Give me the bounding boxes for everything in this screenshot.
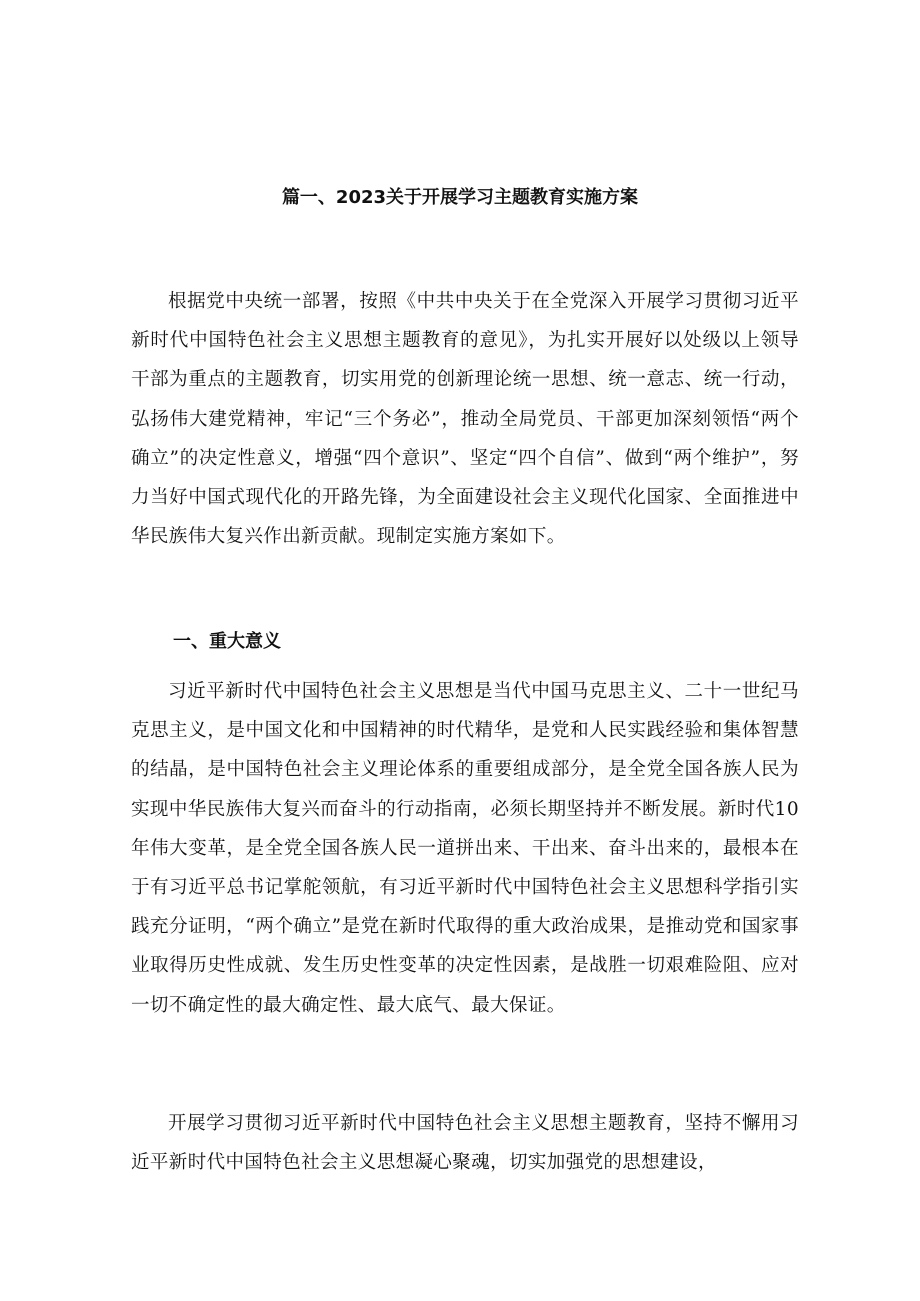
intro-paragraph: 根据党中央统一部署，按照《中共中央关于在全党深入开展学习贯彻习近平新时代中国特色社会主义思想主题教育的意见》，为扎实开展好以处级以上领导干部为重点的主题教育，切实用党的创新理论统一思想、统一意志、统一行动，弘扬伟大建党精神，牢记“三个务必”，推动全局党员、干部更加深刻领悟“两个确立”的决定性意义，增强“四个意识”、坚定“四个自信”、做到“两个维护”，努力当好中国式现代化的开路先锋，为全面建设社会主义现代化国家、全面推进中华民族伟大复兴作出新贡献。现制定实施方案如下。 — [131, 291, 799, 548]
continuation-paragraph: 开展学习贯彻习近平新时代中国特色社会主义思想主题教育，坚持不懈用习近平新时代中国特色社会主义思想凝心聚魂，切实加强党的思想建设， — [131, 1113, 799, 1174]
section-heading: 一、重大意义 — [173, 631, 281, 652]
significance-paragraph: 习近平新时代中国特色社会主义思想是当代中国马克思主义、二十一世纪马克思主义，是中国文化和中国精神的时代精华，是党和人民实践经验和集体智慧的结晶，是中国特色社会主义理论体系的重要组成部分，是全党全国各族人民为实现中华民族伟大复兴而奋斗的行动指南，必须长期坚持并不断发展。新时代10年伟大变革，是全党全国各族人民一道拼出来、干出来、奋斗出来的，最根本在于有习近平总书记掌舵领航，有习近平新时代中国特色社会主义思想科学指引实践充分证明，“两个确立”是党在新时代取得的重大政治成果，是推动党和国家事业取得历史性成就、发生历史性变革的决定性因素，是战胜一切艰难险阻、应对一切不确定性的最大确定性、最大底气、最大保证。 — [131, 681, 799, 1016]
document-title: 篇一、2023关于开展学习主题教育实施方案 — [281, 187, 639, 208]
